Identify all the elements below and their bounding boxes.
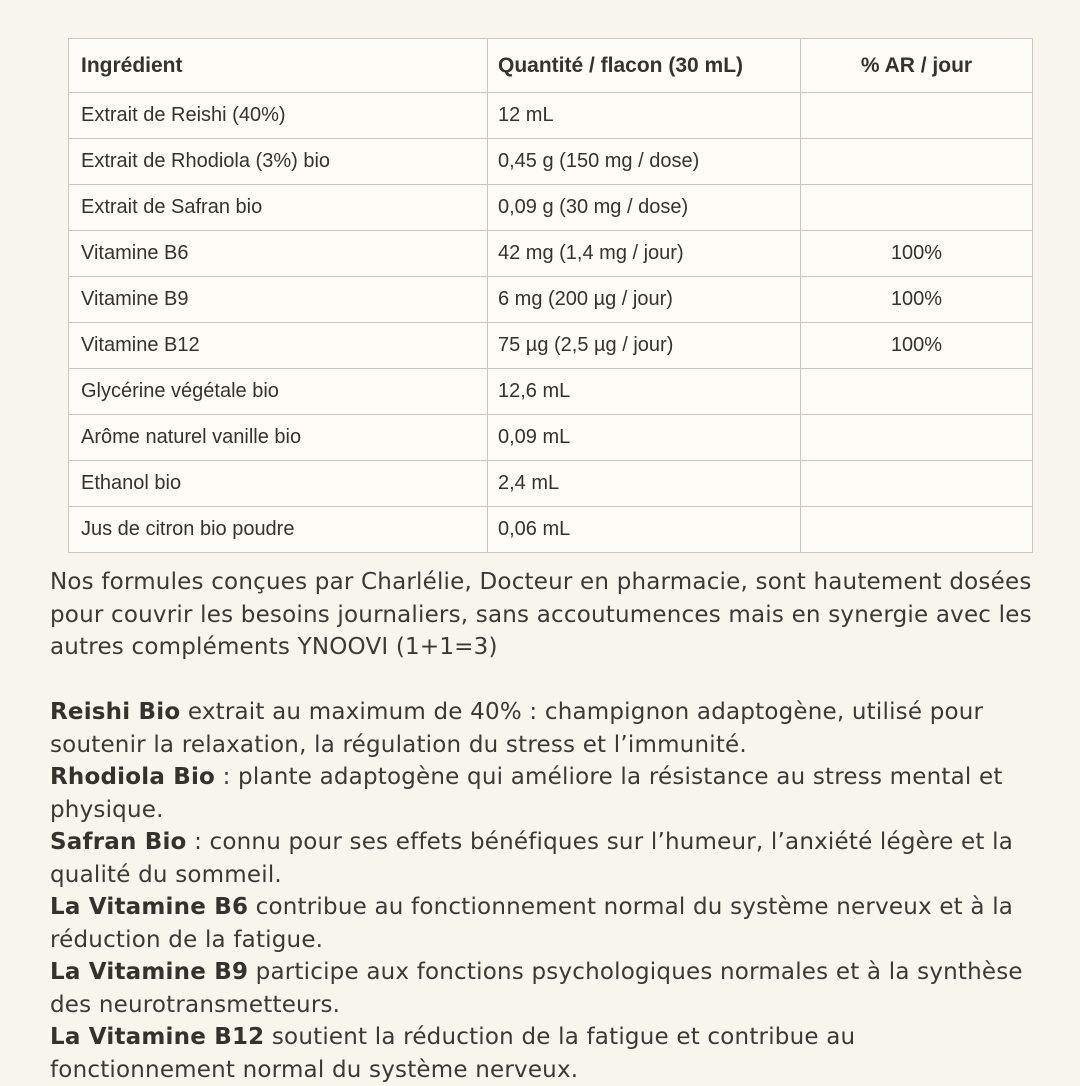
table-row bbox=[69, 507, 1033, 553]
ingredient-descriptions bbox=[50, 696, 1035, 1086]
description-text: soutient la réduction de la fatigue et contribue au fonctionnement normal du système nerveux. bbox=[50, 1024, 856, 1083]
description-item bbox=[50, 891, 1035, 956]
cell-quantity: 2,4 mL bbox=[488, 461, 801, 507]
description-item bbox=[50, 1021, 1035, 1086]
description-text: extrait au maximum de 40% : champignon adaptogène, utilisé pour soutenir la relaxation, la régulation du stress et l’immunité. bbox=[50, 699, 984, 758]
table-row bbox=[69, 139, 1033, 185]
cell-quantity: 0,45 g (150 mg / dose) bbox=[488, 139, 801, 185]
description-text: : plante adaptogène qui améliore la résistance au stress mental et physique. bbox=[50, 764, 1003, 823]
cell-ingredient: Ethanol bio bbox=[69, 461, 488, 507]
cell-percent-ar bbox=[801, 93, 1033, 139]
ingredient-term: La Vitamine B12 bbox=[50, 1024, 265, 1050]
cell-ingredient: Extrait de Rhodiola (3%) bio bbox=[69, 139, 488, 185]
cell-percent-ar bbox=[801, 369, 1033, 415]
ingredient-term: Reishi Bio bbox=[50, 699, 181, 725]
ingredient-term: Safran Bio bbox=[50, 829, 187, 855]
cell-percent-ar: 100% bbox=[801, 231, 1033, 277]
description-text: : connu pour ses effets bénéfiques sur l’humeur, l’anxiété légère et la qualité du sommeil. bbox=[50, 829, 1013, 888]
cell-quantity: 42 mg (1,4 mg / jour) bbox=[488, 231, 801, 277]
intro-paragraph: Nos formules conçues par Charlélie, Docteur en pharmacie, sont hautement dosées pour couvrir les besoins journaliers, sans accoutumences mais en synergie avec les autres compléments YNOOVI (1+1=3) bbox=[50, 569, 1032, 660]
cell-quantity: 75 µg (2,5 µg / jour) bbox=[488, 323, 801, 369]
ingredient-term: Rhodiola Bio bbox=[50, 764, 216, 790]
cell-quantity: 0,09 mL bbox=[488, 415, 801, 461]
description-text: contribue au fonctionnement normal du système nerveux et à la réduction de la fatigue. bbox=[50, 894, 1014, 953]
cell-quantity: 6 mg (200 µg / jour) bbox=[488, 277, 801, 323]
cell-ingredient: Arôme naturel vanille bio bbox=[69, 415, 488, 461]
cell-percent-ar bbox=[801, 185, 1033, 231]
cell-percent-ar: 100% bbox=[801, 323, 1033, 369]
cell-percent-ar bbox=[801, 507, 1033, 553]
cell-ingredient: Extrait de Safran bio bbox=[69, 185, 488, 231]
table-row bbox=[69, 323, 1033, 369]
cell-ingredient: Extrait de Reishi (40%) bbox=[69, 93, 488, 139]
ingredient-term: La Vitamine B9 bbox=[50, 959, 249, 985]
cell-ingredient: Vitamine B6 bbox=[69, 231, 488, 277]
cell-quantity: 0,09 g (30 mg / dose) bbox=[488, 185, 801, 231]
table-row bbox=[69, 277, 1033, 323]
table-row bbox=[69, 461, 1033, 507]
ingredients-table bbox=[68, 38, 1033, 553]
table-row bbox=[69, 93, 1033, 139]
table-row bbox=[69, 415, 1033, 461]
cell-percent-ar: 100% bbox=[801, 277, 1033, 323]
ingredient-term: La Vitamine B6 bbox=[50, 894, 249, 920]
cell-ingredient: Jus de citron bio poudre bbox=[69, 507, 488, 553]
header-percent-ar-per-day: % AR / jour bbox=[801, 39, 1033, 93]
header-quantity-per-bottle: Quantité / flacon (30 mL) bbox=[488, 39, 801, 93]
cell-quantity: 0,06 mL bbox=[488, 507, 801, 553]
cell-percent-ar bbox=[801, 461, 1033, 507]
table-row bbox=[69, 231, 1033, 277]
table-header-row bbox=[69, 39, 1033, 93]
cell-percent-ar bbox=[801, 415, 1033, 461]
description-text: participe aux fonctions psychologiques normales et à la synthèse des neurotransmetteurs. bbox=[50, 959, 1023, 1018]
table-row bbox=[69, 369, 1033, 415]
cell-ingredient: Glycérine végétale bio bbox=[69, 369, 488, 415]
description-item bbox=[50, 956, 1035, 1021]
cell-quantity: 12,6 mL bbox=[488, 369, 801, 415]
description-item bbox=[50, 826, 1035, 891]
description-item bbox=[50, 696, 1035, 761]
cell-ingredient: Vitamine B12 bbox=[69, 323, 488, 369]
description-item bbox=[50, 761, 1035, 826]
cell-ingredient: Vitamine B9 bbox=[69, 277, 488, 323]
header-ingredient: Ingrédient bbox=[69, 39, 488, 93]
table-row bbox=[69, 185, 1033, 231]
cell-quantity: 12 mL bbox=[488, 93, 801, 139]
cell-percent-ar bbox=[801, 139, 1033, 185]
